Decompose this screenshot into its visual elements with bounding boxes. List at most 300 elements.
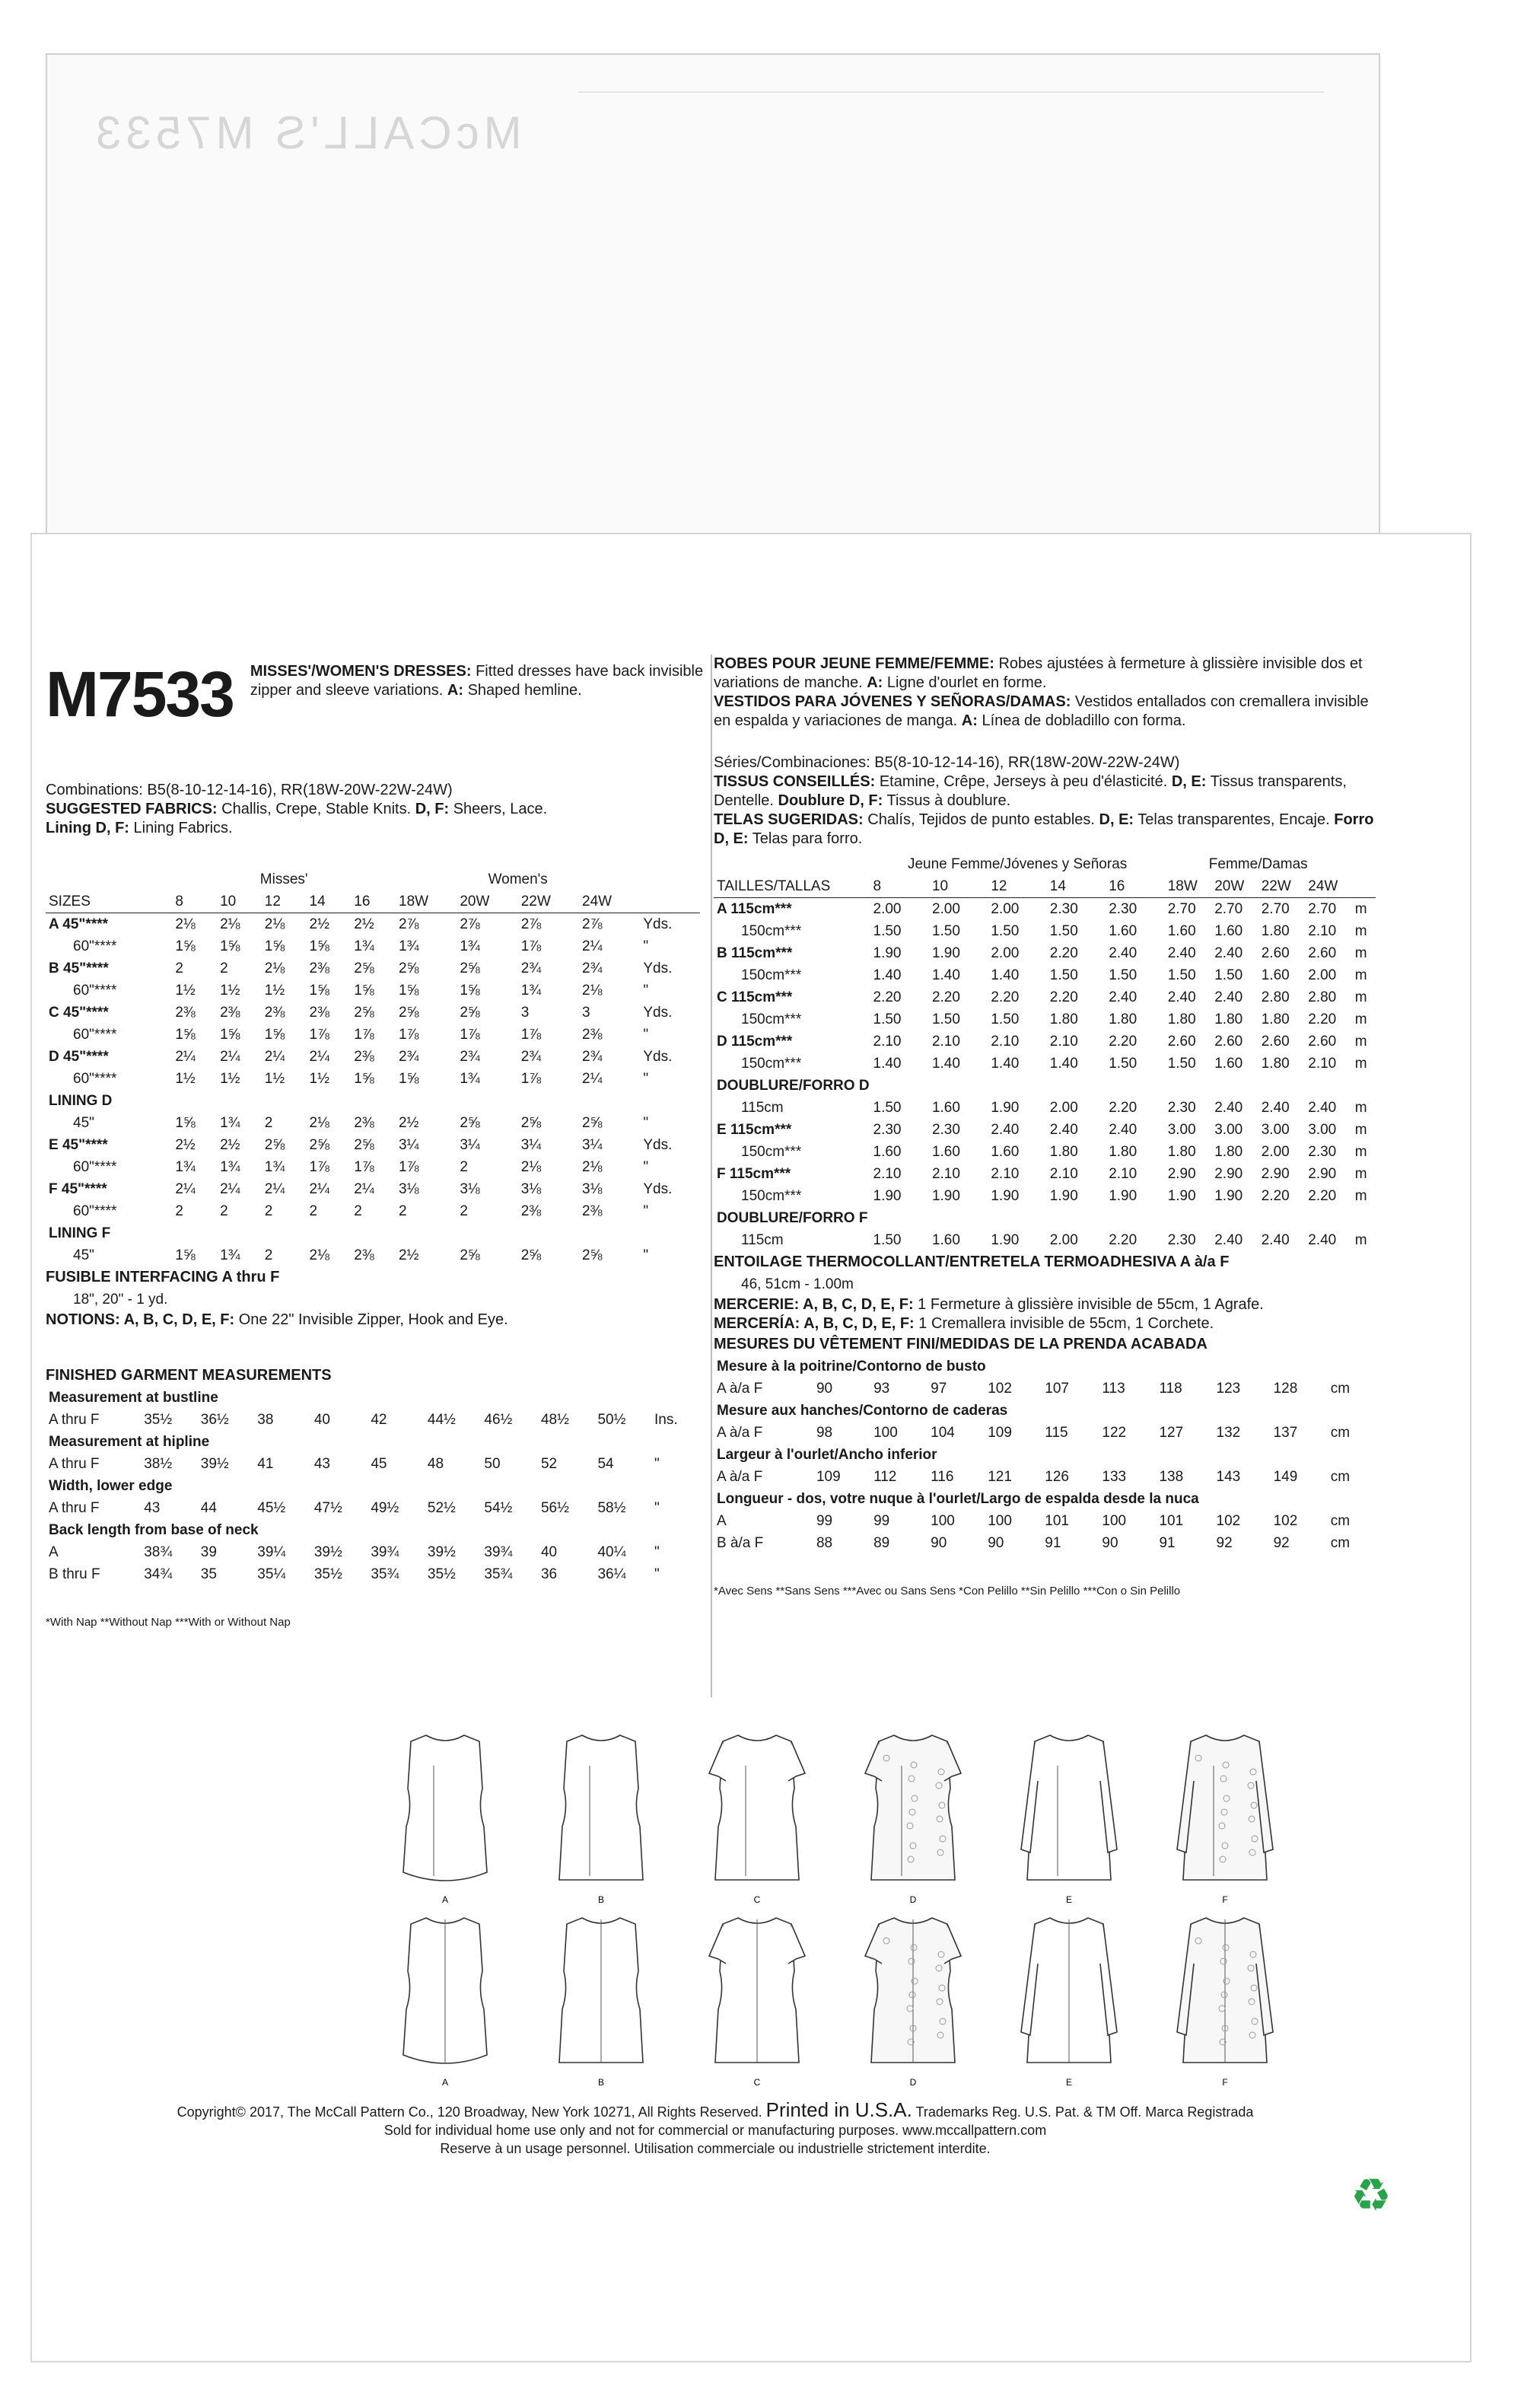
yardage-cell: 2.40 (1261, 1232, 1290, 1248)
yardage-cell: 2.20 (1049, 989, 1078, 1005)
yardage-cell: 2.00 (991, 901, 1020, 917)
yardage-cell: 1.40 (931, 967, 960, 983)
yardage-cell: 2¾ (460, 1049, 480, 1065)
measurement-row (46, 1563, 700, 1585)
measurement-cell: 90 (816, 1381, 833, 1397)
dress-sketch (709, 1735, 805, 1905)
dress-outline (559, 1735, 643, 1880)
yardage-cell: 1.60 (931, 1232, 960, 1248)
dress-outline (403, 1735, 487, 1881)
measurement-cell: 36½ (200, 1412, 229, 1428)
yardage-cell: 3 (520, 1005, 530, 1021)
measurement-cell: 40¼ (597, 1544, 626, 1560)
yardage-cell: 1.80 (1049, 1011, 1078, 1027)
measurement-cell: 115 (1045, 1425, 1068, 1441)
measurement-cell: 149 (1273, 1469, 1298, 1485)
yardage-cell: 1½ (175, 1071, 196, 1087)
mercerie-line: MERCERIE: A, B, C, D, E, F: 1 Fermeture à glissière invisible de 55cm, 1 Agrafe. (714, 1296, 1264, 1313)
yardage-cell: 2.40 (1167, 945, 1196, 961)
yardage-cell: 2¾ (582, 1049, 603, 1065)
metric-group-misses: Jeune Femme/Jóvenes y Señoras (907, 856, 1128, 872)
measurement-heading: Back length from base of neck (49, 1522, 259, 1538)
measurement-cell: 42 (371, 1412, 387, 1428)
yardage-cell: 1.90 (873, 945, 902, 961)
yardage-row (46, 1046, 700, 1068)
yardage-cell: 1.40 (931, 1056, 960, 1072)
measurement-cell: 91 (1045, 1535, 1061, 1551)
measurement-cell: 34¾ (144, 1566, 173, 1582)
view-letter: F (1222, 2077, 1228, 2085)
yardage-cell: 2⅝ (309, 1137, 329, 1153)
yardage-row (714, 1185, 1376, 1207)
size-header-cell: 24W (579, 890, 640, 913)
yardage-cell: 1⅝ (399, 1071, 419, 1087)
measurement-cell: 52 (540, 1456, 558, 1472)
yardage-cell: 1.40 (873, 967, 902, 983)
measurement-cell: 35¼ (257, 1566, 286, 1582)
yardage-cell: 2⅛ (520, 1159, 542, 1175)
yardage-cell: 3.00 (1261, 1122, 1290, 1138)
measurement-cell: 36¼ (597, 1566, 626, 1582)
yardage-cell: 2.40 (1214, 1232, 1243, 1248)
measurement-cell: 97 (931, 1381, 947, 1397)
measurement-cell: 101 (1045, 1513, 1069, 1529)
yardage-cell: 1.90 (1049, 1188, 1078, 1204)
description-text: Fitted dresses have back invisible zipper and sleeve variations. (250, 663, 704, 699)
yardage-cell: 1⅞ (399, 1027, 419, 1043)
yardage-cell: 3¼ (582, 1137, 603, 1153)
view-fabric-cell: DOUBLURE/FORRO F (717, 1210, 868, 1226)
yardage-cell: 3⅛ (460, 1181, 480, 1197)
yardage-cell: 1¾ (460, 938, 480, 954)
yardage-cell: 2⅛ (309, 1115, 329, 1131)
yardage-cell: 1.60 (1214, 923, 1243, 939)
view-fabric-cell: B 115cm*** (717, 945, 793, 961)
view-fabric-cell: F 115cm*** (717, 1166, 791, 1182)
unit-cell: m (1354, 1232, 1367, 1248)
yardage-cell: 2 (309, 1203, 318, 1219)
yardage-cell: 2 (220, 960, 228, 976)
yardage-cell: 2.30 (1167, 1232, 1196, 1248)
yardage-cell: 2.40 (1049, 1122, 1078, 1138)
unit-cell: " (643, 1159, 649, 1175)
yardage-cell: 2.00 (1049, 1232, 1078, 1248)
yardage-cell: 1.80 (1167, 1144, 1196, 1160)
measurement-cell: 143 (1216, 1469, 1241, 1485)
yardage-cell: 1⅝ (220, 938, 240, 954)
copyright-line: Copyright© 2017, The McCall Pattern Co., 120 Broadway, New York 10271, All Rights Reserved. Printed in U.S.A. Trademarks Reg. U.S. Pat. & TM Off. Marca Registrada (177, 2098, 1254, 2121)
measurement-label: B thru F (49, 1566, 100, 1582)
yardage-cell: 2⅜ (582, 1027, 603, 1043)
dress-sketch (559, 1735, 643, 1905)
metric-group-women: Femme/Damas (1208, 856, 1308, 872)
measurement-cell: 138 (1159, 1469, 1184, 1485)
view-fabric-cell: LINING F (49, 1225, 111, 1241)
yardage-cell: 1¾ (175, 1159, 196, 1175)
yardage-cell: 2⅜ (264, 1005, 285, 1021)
measurement-cell: 100 (1102, 1513, 1127, 1529)
yardage-cell: 1.50 (931, 1011, 960, 1027)
measurement-cell: 46½ (484, 1412, 513, 1428)
unit-cell: Yds. (643, 1049, 673, 1065)
dress-sketch (1021, 1735, 1117, 1905)
dress-sketch (709, 1918, 805, 2085)
yardage-cell: 1½ (264, 983, 285, 999)
yardage-cell: 1.50 (1167, 1056, 1196, 1072)
yardage-cell: 2¼ (264, 1181, 285, 1197)
yardage-cell: 2 (399, 1203, 407, 1219)
yardage-row (46, 1090, 700, 1112)
yardage-cell: 2.40 (1109, 1122, 1138, 1138)
yardage-cell: 2 (354, 1203, 362, 1219)
measurement-label: A (49, 1544, 59, 1560)
yardage-cell: 2.70 (1214, 901, 1243, 917)
yardage-cell: 1⅝ (354, 1071, 374, 1087)
yardage-row (714, 1119, 1376, 1141)
yardage-cell: 1.50 (991, 923, 1020, 939)
yardage-cell: 2⅞ (460, 916, 480, 932)
yardage-cell: 1.50 (1167, 967, 1196, 983)
yardage-cell: 2.20 (1049, 945, 1078, 961)
yardage-cell: 2.40 (1214, 989, 1243, 1005)
dress-sketch (1177, 1918, 1273, 2085)
pattern-description (250, 662, 708, 726)
telas-line: TELAS SUGERIDAS: Chalís, Tejidos de punto estables. D, E: Telas transparentes, Encaje. Forro D, E: Telas para forro. (714, 811, 1374, 847)
yardage-cell: 2¾ (520, 960, 542, 976)
yardage-row (46, 1244, 700, 1266)
view-fabric-cell: D 45"**** (49, 1049, 109, 1065)
yardage-cell: 2½ (399, 1247, 419, 1263)
yardage-cell: 1⅝ (175, 1027, 196, 1043)
yardage-cell: 2⅜ (354, 1247, 374, 1263)
measurement-cell: 109 (816, 1469, 841, 1485)
view-fabric-cell: A 45"**** (49, 916, 109, 932)
yardage-cell: 1½ (264, 1071, 285, 1087)
yardage-cell: 1.80 (1109, 1011, 1138, 1027)
measurement-cell: 126 (1045, 1469, 1069, 1485)
dress-sketch (865, 1735, 961, 1905)
yardage-cell: 1.50 (1049, 967, 1078, 983)
yardage-cell: 1¾ (220, 1247, 240, 1263)
view-fabric-cell: 60"**** (73, 983, 117, 999)
yardage-cell: 1½ (220, 1071, 240, 1087)
yardage-cell: 2 (220, 1203, 228, 1219)
view-fabric-cell: DOUBLURE/FORRO D (717, 1078, 870, 1094)
size-header-cell: 22W (1258, 875, 1306, 898)
metric-sizes-row (714, 875, 1376, 898)
yardage-cell: 1⅝ (175, 1115, 196, 1131)
measurement-cell: 49½ (371, 1500, 399, 1516)
unit-cell: m (1354, 901, 1367, 917)
series-line: Séries/Combinaciones: B5(8-10-12-14-16), RR(18W-20W-22W-24W) (714, 754, 1180, 771)
unit-cell: " (643, 938, 649, 954)
measurement-cell: 50 (484, 1456, 501, 1472)
measurement-unit: " (654, 1456, 660, 1472)
measurement-cell: 41 (257, 1456, 274, 1472)
yardage-cell: 2¼ (582, 938, 603, 954)
yardage-row (714, 1163, 1376, 1185)
measurement-cell: 54 (597, 1456, 614, 1472)
yardage-row (46, 1112, 700, 1134)
usage-line: Sold for individual home use only and not for commercial or manufacturing purposes. www.mccallpattern.com (383, 2123, 1047, 2138)
measurement-row (46, 1453, 700, 1475)
measurement-cell: 109 (988, 1425, 1012, 1441)
measurement-cell: 102 (988, 1381, 1012, 1397)
measurement-cell: 92 (1216, 1535, 1233, 1551)
measurement-cell: 133 (1102, 1469, 1127, 1485)
yardage-cell: 3⅛ (582, 1181, 603, 1197)
measurement-row (46, 1409, 700, 1431)
yardage-cell: 2.40 (1214, 1100, 1243, 1116)
metric-fgm-title: MESURES DU VÊTEMENT FINI/MEDIDAS DE LA PRENDA ACABADA (714, 1336, 1208, 1352)
measurement-cell: 45 (371, 1456, 387, 1472)
yardage-cell: 1⅝ (175, 938, 196, 954)
yardage-cell: 1.90 (931, 1188, 960, 1204)
yardage-cell: 2⅞ (520, 916, 542, 932)
recycle-icon: ♻ (1351, 2170, 1392, 2221)
yardage-cell: 1.50 (991, 1011, 1020, 1027)
dress-outline (1027, 1735, 1111, 1880)
yardage-cell: 1⅞ (520, 1027, 542, 1043)
unit-header-cell (640, 890, 700, 913)
yardage-cell: 1⅝ (264, 938, 285, 954)
dress-sketch (865, 1918, 961, 2085)
yardage-cell: 2 (175, 1203, 183, 1219)
yardage-cell: 1⅝ (175, 1247, 196, 1263)
measurement-label: A (717, 1513, 727, 1529)
yardage-cell: 2⅛ (175, 916, 196, 932)
view-letter: C (753, 1894, 761, 1905)
yardage-cell: 1.40 (991, 967, 1020, 983)
yardage-row (46, 980, 700, 1002)
unit-cell: m (1354, 945, 1367, 961)
view-fabric-cell: 150cm*** (741, 1056, 802, 1072)
measurement-cell: 101 (1159, 1513, 1184, 1529)
yardage-cell: 2¼ (175, 1049, 196, 1065)
unit-cell: " (643, 1203, 649, 1219)
yardage-cell: 2.40 (1109, 989, 1138, 1005)
measurement-label: A à/a F (717, 1469, 763, 1485)
yardage-cell: 1⅞ (354, 1027, 374, 1043)
yardage-cell: 2⅜ (309, 1005, 329, 1021)
yardage-cell: 2⅝ (520, 1115, 542, 1131)
yardage-cell: 2.90 (1261, 1166, 1290, 1182)
pattern-number: M7533 (46, 658, 234, 730)
yardage-cell: 2.00 (1261, 1144, 1290, 1160)
view-fabric-cell: 150cm*** (741, 967, 802, 983)
yardage-cell: 1¾ (460, 1071, 480, 1087)
interfacing-label: FUSIBLE INTERFACING A thru F (46, 1269, 280, 1285)
yardage-cell: 2.10 (931, 1166, 960, 1182)
measurement-cell: 90 (1102, 1535, 1118, 1551)
yardage-cell: 1¾ (264, 1159, 285, 1175)
nap-footnote: *With Nap **Without Nap ***With or Without Nap (46, 1616, 291, 1629)
measurement-cell: 127 (1159, 1425, 1184, 1441)
yardage-cell: 2.80 (1261, 989, 1290, 1005)
combinations-line: Combinations: B5(8-10-12-14-16), RR(18W-20W-22W-24W) (46, 782, 453, 798)
measurement-cell: 123 (1216, 1381, 1241, 1397)
measurement-cell: 35 (200, 1566, 217, 1582)
yardage-cell: 2½ (175, 1137, 196, 1153)
yardage-cell: 2.20 (1308, 1188, 1337, 1204)
yardage-cell: 2.10 (1109, 1166, 1138, 1182)
yardage-cell: 2⅝ (582, 1247, 603, 1263)
pattern-header (46, 655, 708, 730)
copyright-block (46, 2098, 1385, 2158)
unit-header-cell (1352, 875, 1376, 898)
measurement-row (714, 1355, 1376, 1378)
yardage-cell: 2.70 (1308, 901, 1337, 917)
size-header-cell: 24W (1305, 875, 1352, 898)
yardage-cell: 1¾ (220, 1159, 240, 1175)
yardage-cell: 2.10 (1049, 1034, 1078, 1050)
yardage-cell: 2⅝ (399, 1005, 419, 1021)
measurement-row (714, 1466, 1376, 1488)
yardage-cell: 3.00 (1308, 1122, 1337, 1138)
yardage-cell: 2.10 (1049, 1166, 1078, 1182)
unit-cell: " (643, 1071, 649, 1087)
yardage-row (714, 1075, 1376, 1097)
yardage-cell: 1⅝ (264, 1027, 285, 1043)
yardage-cell: 2.60 (1167, 1034, 1196, 1050)
yardage-cell: 2⅝ (399, 960, 419, 976)
yardage-row (714, 1229, 1376, 1251)
measurement-cell: 88 (816, 1535, 833, 1551)
measurement-cell: 39½ (427, 1544, 456, 1560)
yardage-row (46, 935, 700, 957)
measurement-cell: 93 (873, 1381, 890, 1397)
finished-measurements-table (46, 1387, 700, 1585)
view-fabric-cell: 45" (73, 1247, 94, 1263)
yardage-cell: 1.60 (1261, 967, 1290, 983)
measurement-heading: Width, lower edge (49, 1478, 173, 1494)
yardage-cell: 2⅝ (460, 1247, 480, 1263)
unit-cell: Yds. (643, 916, 673, 932)
size-header-cell: 8 (870, 875, 929, 898)
measurement-row (46, 1519, 700, 1541)
yardage-cell: 2.60 (1308, 1034, 1337, 1050)
measurement-cell: 100 (931, 1513, 955, 1529)
measurement-row (46, 1541, 700, 1563)
measurement-cell: 44½ (427, 1412, 456, 1428)
yardage-cell: 1½ (175, 983, 196, 999)
interfacing-value: 18", 20" - 1 yd. (73, 1292, 168, 1308)
measurement-unit: Ins. (654, 1412, 678, 1428)
measurement-cell: 56½ (540, 1500, 569, 1516)
view-letter: D (909, 2077, 917, 2085)
dress-sketch (403, 1918, 487, 2085)
measurement-unit: cm (1330, 1381, 1351, 1397)
yardage-row (714, 898, 1376, 921)
yardage-cell: 2⅛ (582, 983, 603, 999)
yardage-cell: 1.40 (1049, 1056, 1078, 1072)
yardage-cell: 1.50 (1109, 967, 1138, 983)
yardage-cell: 1.50 (873, 1232, 902, 1248)
yardage-cell: 1.60 (1167, 923, 1196, 939)
dress-sketch (403, 1735, 487, 1905)
measurement-label: B à/a F (717, 1535, 764, 1551)
yardage-cell: 2⅛ (264, 960, 285, 976)
size-header-cell: 14 (307, 890, 352, 913)
yardage-cell: 3¼ (520, 1137, 542, 1153)
yardage-cell: 2¼ (220, 1049, 240, 1065)
unit-cell: " (643, 1027, 649, 1043)
yardage-row (714, 1053, 1376, 1075)
measurement-row (714, 1532, 1376, 1554)
yardage-cell: 1.50 (1049, 923, 1078, 939)
measurement-unit: cm (1330, 1535, 1351, 1551)
yardage-cell: 1½ (309, 1071, 329, 1087)
dress-sketch (1021, 1918, 1117, 2085)
measurement-cell: 44 (200, 1500, 217, 1516)
yardage-cell: 1.80 (1167, 1011, 1196, 1027)
measurement-cell: 100 (988, 1513, 1012, 1529)
yardage-cell: 1⅞ (520, 938, 542, 954)
yardage-cell: 1.60 (1214, 1056, 1243, 1072)
measurement-unit: cm (1330, 1425, 1351, 1441)
view-fabric-cell: 60"**** (73, 1027, 117, 1043)
measurement-cell: 116 (931, 1469, 954, 1485)
tissus-line: TISSUS CONSEILLÉS: Etamine, Crêpe, Jerseys à peu d'élasticité. D, E: Tissus transparents, Dentelle. Doublure D, F: Tissus à doublure. (714, 773, 1347, 809)
view-letter: F (1222, 1894, 1228, 1905)
yardage-cell: 1¾ (520, 983, 542, 999)
technical-drawings (380, 1728, 1385, 2085)
yardage-cell: 1.60 (931, 1144, 960, 1160)
yardage-row (714, 1207, 1376, 1229)
yardage-cell: 1.90 (1214, 1188, 1243, 1204)
yardage-row (46, 1178, 700, 1200)
measurement-cell: 50½ (597, 1412, 626, 1428)
yardage-cell: 2.90 (1167, 1166, 1196, 1182)
yardage-cell: 2.20 (1109, 1034, 1138, 1050)
yardage-cell: 2.40 (1167, 989, 1196, 1005)
measurement-row (714, 1400, 1376, 1422)
description-title: MISSES'/WOMEN'S DRESSES: (250, 663, 472, 680)
yardage-cell: 2.60 (1308, 945, 1337, 961)
view-letter: B (597, 2077, 605, 2085)
yardage-cell: 1½ (220, 983, 240, 999)
english-column (46, 655, 708, 1629)
size-header-cell: 20W (1211, 875, 1258, 898)
measurement-row (714, 1378, 1376, 1400)
printed-in: Printed in U.S.A. (765, 2098, 912, 2121)
yardage-cell: 1⅞ (460, 1027, 480, 1043)
measurement-cell: 52½ (427, 1500, 456, 1516)
yardage-cell: 2.40 (991, 1122, 1020, 1138)
yardage-cell: 3⅛ (520, 1181, 542, 1197)
yardage-cell: 1⅝ (354, 983, 374, 999)
measurement-cell: 122 (1102, 1425, 1127, 1441)
yardage-cell: 2.30 (1049, 901, 1078, 917)
unit-cell: " (643, 1115, 649, 1131)
measurement-cell: 48 (427, 1456, 444, 1472)
yardage-row (46, 1002, 700, 1024)
measurement-unit: cm (1330, 1513, 1351, 1529)
unit-cell: " (643, 983, 649, 999)
yardage-cell: 1⅞ (354, 1159, 374, 1175)
measurement-cell: 38¾ (144, 1544, 173, 1560)
yardage-cell: 2.30 (873, 1122, 902, 1138)
yardage-row (46, 957, 700, 980)
group-header-row (46, 868, 700, 890)
measurement-row (46, 1387, 700, 1409)
yardage-cell: 2⅝ (354, 1005, 374, 1021)
measurement-label: A thru F (49, 1412, 100, 1428)
yardage-row (46, 1068, 700, 1090)
unit-cell: m (1354, 1144, 1367, 1160)
yardage-cell: 1.90 (873, 1188, 902, 1204)
yardage-cell: 1¾ (220, 1115, 240, 1131)
